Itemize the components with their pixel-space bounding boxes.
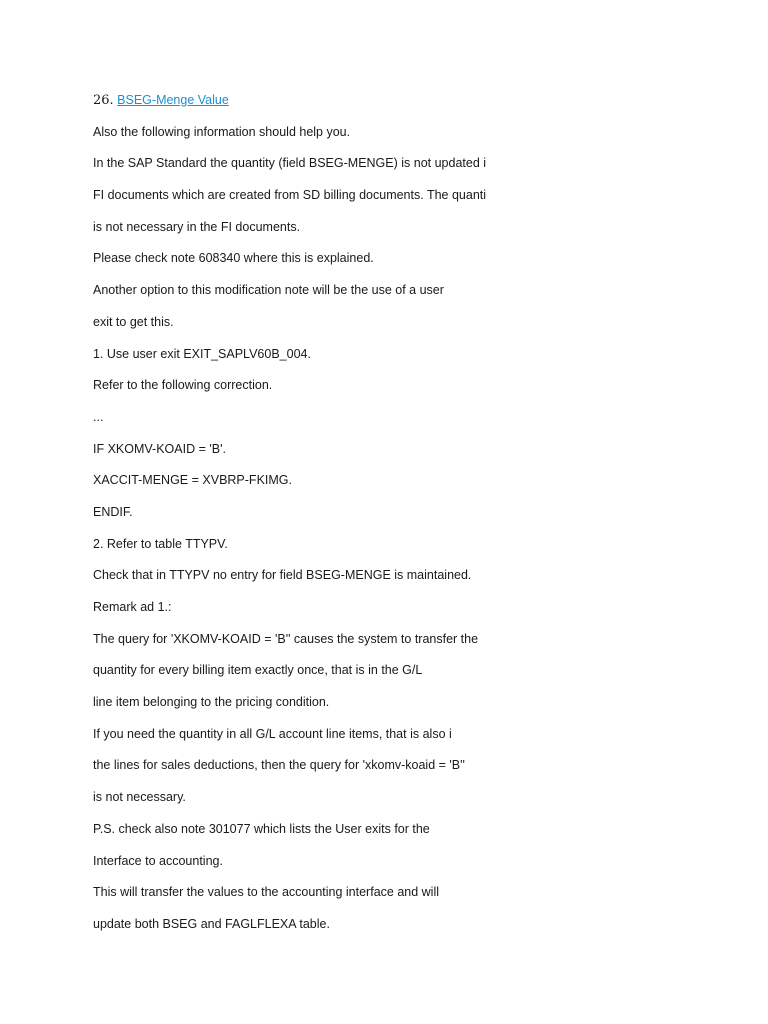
- text-lines: [93, 117, 523, 941]
- text-line: Refer to the following correction.: [93, 378, 273, 393]
- text-line: Interface to accounting.: [93, 853, 223, 868]
- text-line: Also the following information should help you.: [93, 124, 351, 139]
- text-line: Please check note 608340 where this is explained.: [93, 251, 374, 266]
- code-line: ENDIF.: [93, 504, 133, 519]
- text-line: If you need the quantity in all G/L account line items, that is also i: [93, 726, 452, 741]
- text-line: P.S. check also note 301077 which lists the User exits for the: [93, 821, 430, 836]
- text-line: exit to get this.: [93, 314, 174, 329]
- heading-link[interactable]: BSEG-Menge Value: [117, 93, 229, 107]
- text-line: update both BSEG and FAGLFLEXA table.: [93, 916, 330, 931]
- text-line: 1. Use user exit EXIT_SAPLV60B_004.: [93, 346, 311, 361]
- code-line: XACCIT-MENGE = XVBRP-FKIMG.: [93, 473, 292, 488]
- text-line: Another option to this modification note will be the use of a user: [93, 283, 444, 298]
- heading-number: 26.: [93, 93, 114, 108]
- text-line: is not necessary in the FI documents.: [93, 219, 301, 234]
- text-line: In the SAP Standard the quantity (field BSEG-MENGE) is not updated i: [93, 156, 487, 171]
- text-line: FI documents which are created from SD billing documents. The quanti: [93, 188, 487, 203]
- text-line: This will transfer the values to the accounting interface and will: [93, 885, 440, 900]
- code-line: IF XKOMV-KOAID = 'B'.: [93, 441, 226, 456]
- text-line: The query for 'XKOMV-KOAID = 'B'' causes the system to transfer the: [93, 631, 479, 646]
- text-line: the lines for sales deductions, then the query for 'xkomv-koaid = 'B'': [93, 758, 465, 773]
- text-line: line item belonging to the pricing condition.: [93, 695, 330, 710]
- document-body: [93, 85, 523, 941]
- heading-line: [93, 85, 523, 117]
- text-line: ...: [93, 409, 104, 424]
- text-line: Remark ad 1.:: [93, 600, 172, 614]
- text-line: 2. Refer to table TTYPV.: [93, 536, 228, 551]
- text-line: quantity for every billing item exactly once, that is in the G/L: [93, 663, 423, 678]
- text-line: is not necessary.: [93, 790, 186, 805]
- text-line: Check that in TTYPV no entry for field BSEG-MENGE is maintained.: [93, 568, 472, 583]
